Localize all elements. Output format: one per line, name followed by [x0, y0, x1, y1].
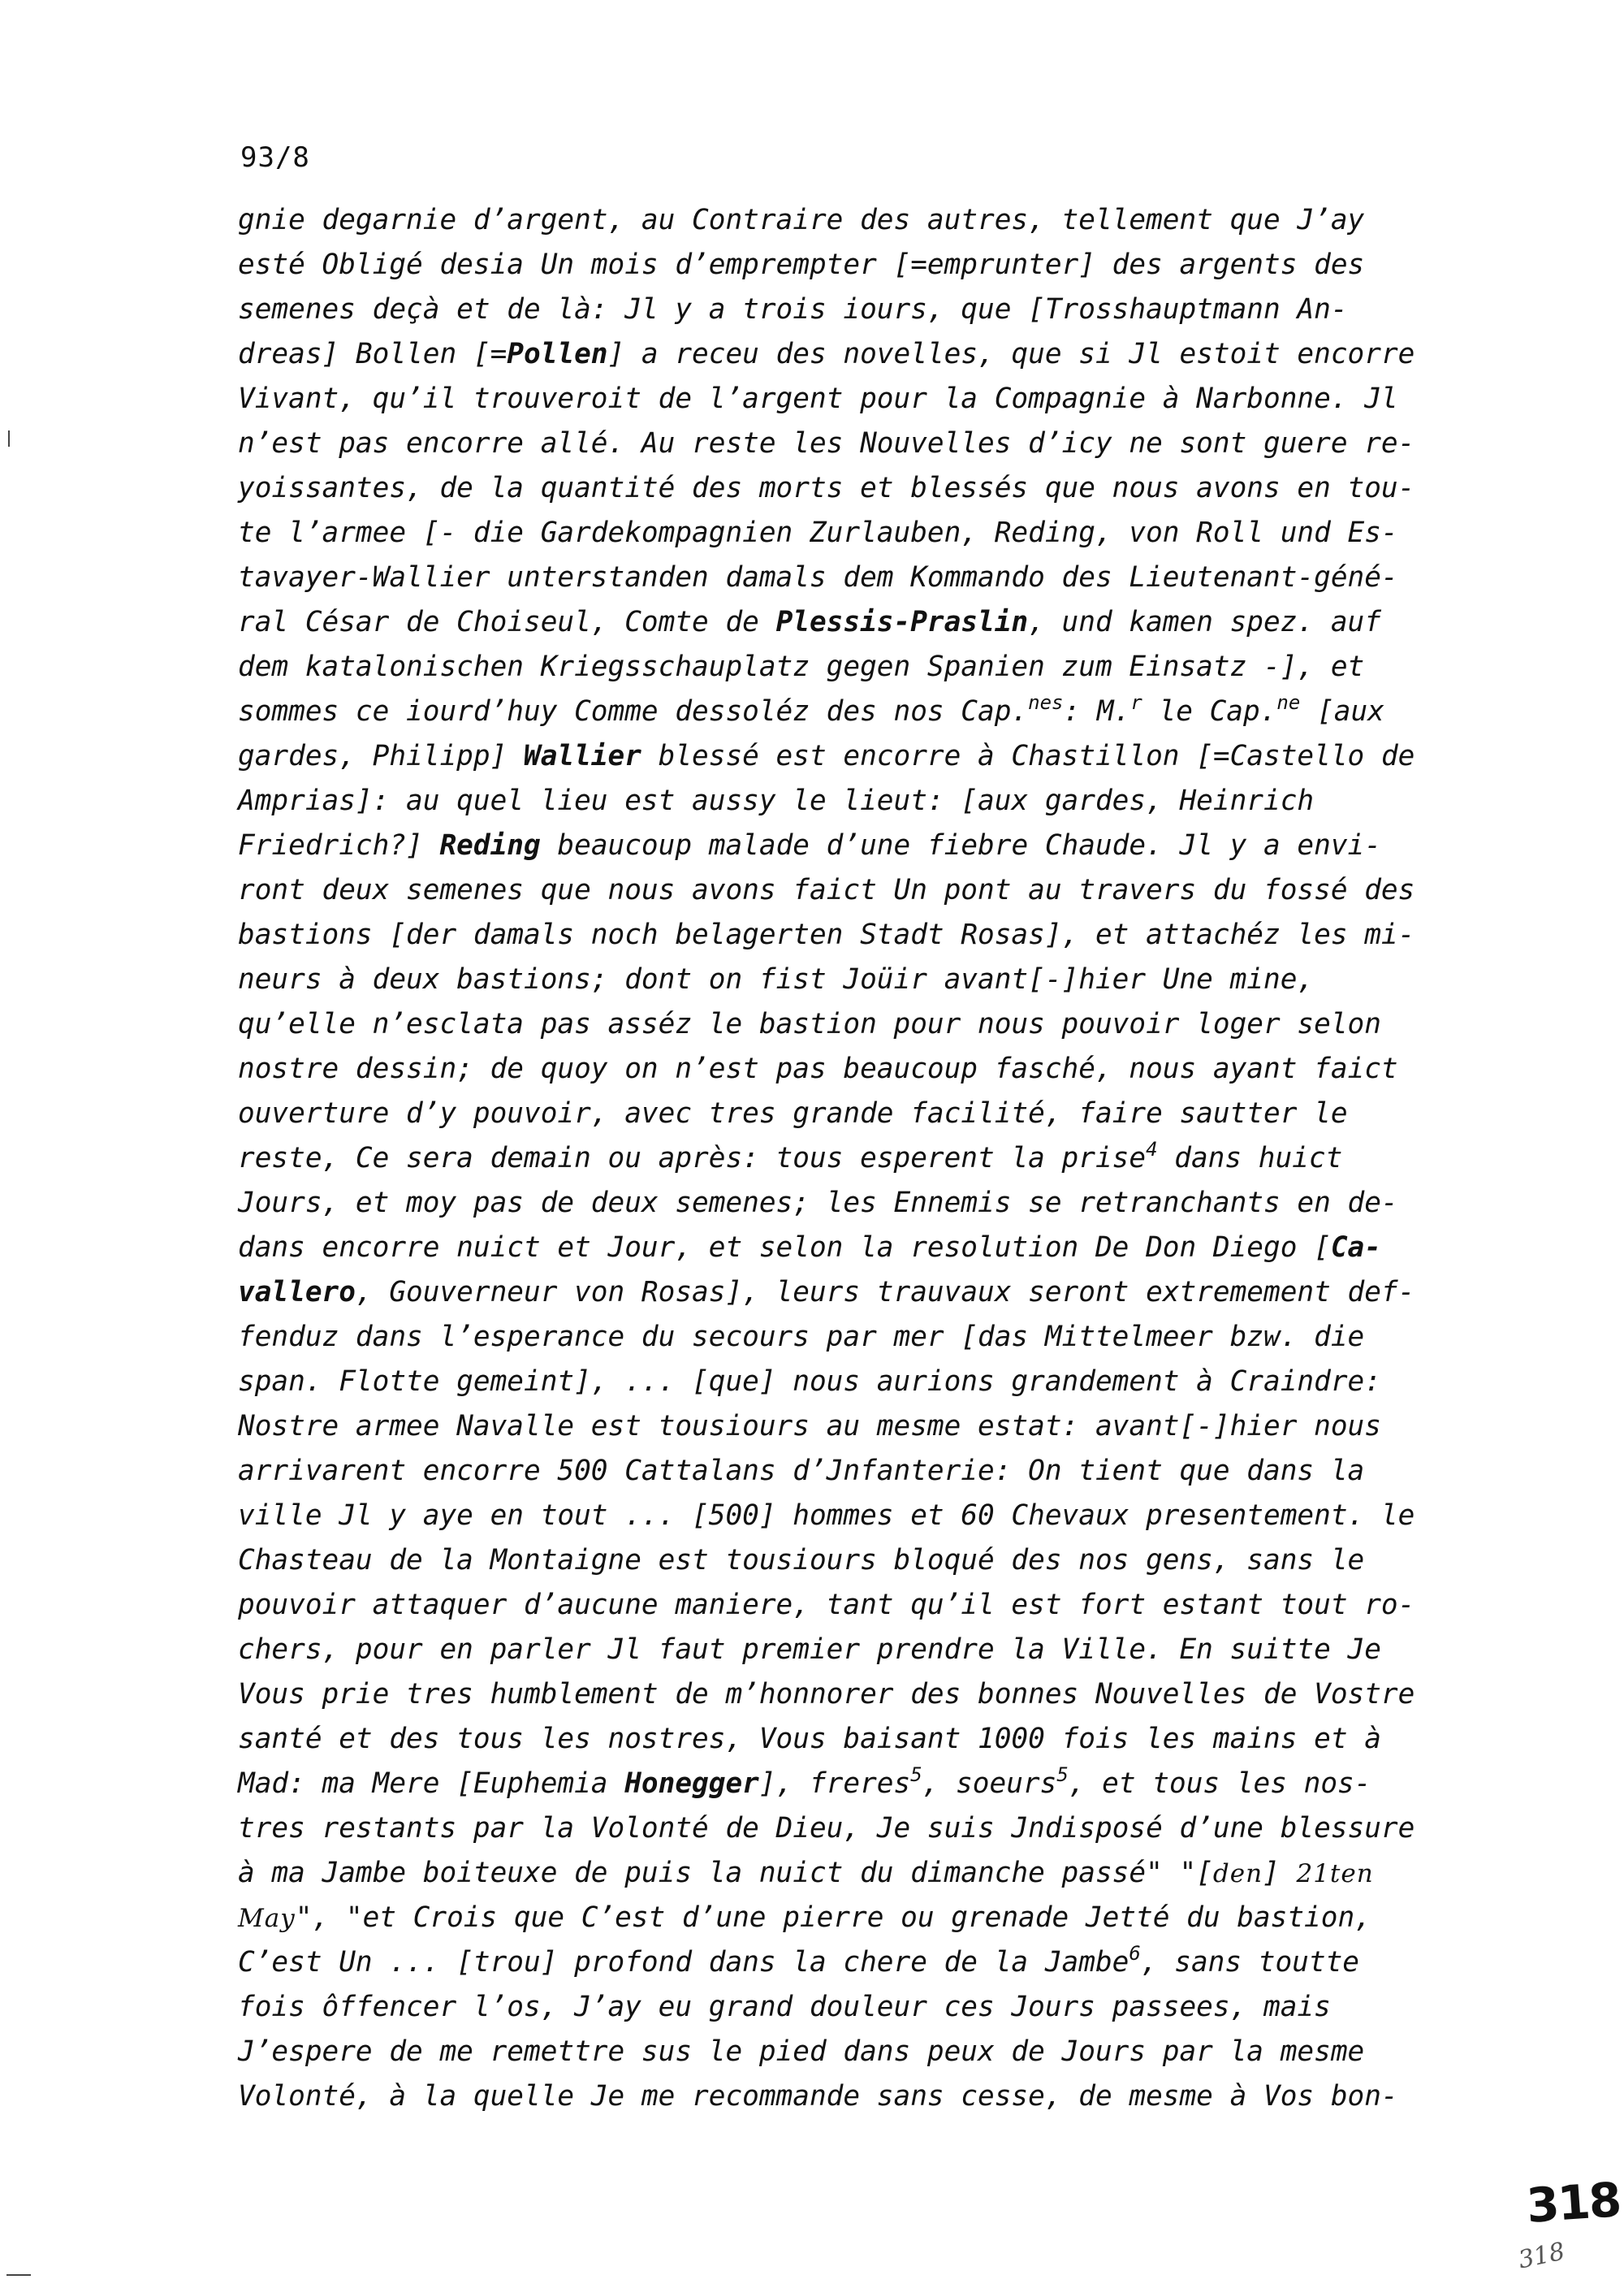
name-plessis-praslin: Plessis-Praslin [775, 606, 1029, 638]
text-line: vallero, Gouverneur von Rosas], leurs trauvaux seront extremement def- [238, 1276, 1415, 1308]
text-line: Mad: ma Mere [Euphemia Honegger], freres$^5$, soeurs$^5$, et tous les nos- [238, 1763, 1371, 1800]
page-number: 93/8 [240, 141, 310, 174]
scan-edge-mark [8, 430, 10, 447]
text-line: ral César de Choiseul, Comte de Plessis-Praslin, und kamen spez. auf [238, 606, 1381, 638]
text-line: J’espere de me remettre sus le pied dans peux de Jours par la mesme [238, 2035, 1365, 2068]
text-line: May", "et Crois que C’est d’une pierre ou grenade Jetté du bastion, [238, 1901, 1371, 1934]
text-line: pouvoir attaquer d’aucune maniere, tant qu’il est fort estant tout ro- [238, 1589, 1415, 1621]
text-line: yoissantes, de la quantité des morts et blessés que nous avons en tou- [238, 472, 1415, 504]
text-line: Nostre armee Navalle est tousiours au mesme estat: avant[-]hier nous [238, 1410, 1381, 1442]
letter-transcription [238, 198, 1586, 2119]
footnote-marker: 6 [1129, 1942, 1141, 1965]
text-line: ville Jl y aye en tout ... [500] hommes et 60 Chevaux presentement. le [238, 1499, 1415, 1532]
text-line: gardes, Philipp] Wallier blessé est encorre à Chastillon [=Castello de [238, 740, 1415, 772]
text-line: Vivant, qu’il trouveroit de l’argent pour la Compagnie à Narbonne. Jl [238, 383, 1398, 415]
text-line: dem katalonischen Kriegsschauplatz gegen Spanien zum Einsatz -], et [238, 651, 1365, 683]
name-cavallero-part1: Ca- [1330, 1231, 1381, 1264]
text-line: C’est Un ... [trou] profond dans la chere de la Jambe$^6$, sans toutte [238, 1942, 1359, 1979]
text-line: span. Flotte gemeint], ... [que] nous aurions grandement à Craindre: [238, 1365, 1381, 1398]
text-line: arrivarent encorre 500 Cattalans d’Jnfanterie: On tient que dans la [238, 1455, 1365, 1487]
text-line: qu’elle n’esclata pas asséz le bastion pour nous pouvoir loger selon [238, 1008, 1381, 1040]
text-line: Chasteau de la Montaigne est tousiours bloqué des nos gens, sans le [238, 1544, 1365, 1577]
scan-edge-mark [6, 2274, 31, 2276]
name-reding: Reding [439, 829, 541, 862]
handwritten-insert: May [238, 1904, 296, 1933]
text-line: nostre dessin; de quoy on n’est pas beaucoup fasché, nous ayant faict [238, 1053, 1398, 1085]
text-line: n’est pas encorre allé. Au reste les Nouvelles d’icy ne sont guere re- [238, 427, 1415, 460]
handwritten-insert: 21ten [1296, 1859, 1374, 1888]
superscript: nes [1028, 691, 1064, 714]
text-line: Vous prie tres humblement de m’honnorer des bonnes Nouvelles de Vostre [238, 1678, 1415, 1711]
text-line: à ma Jambe boiteuxe de puis la nuict du dimanche passé" "[den] 21ten [238, 1857, 1374, 1889]
footnote-marker: 5 [1056, 1763, 1069, 1786]
text-line: semenes deçà et de là: Jl y a trois iours, que [Trosshauptmann An- [238, 293, 1348, 326]
text-line: neurs à deux bastions; dont on fist Joüir avant[-]hier Une mine, [238, 963, 1315, 996]
footnote-marker: 4 [1146, 1138, 1158, 1161]
text-line: gnie degarnie d’argent, au Contraire des autres, tellement que J’ay [238, 204, 1365, 236]
text-line: dans encorre nuict et Jour, et selon la resolution De Don Diego [Ca- [238, 1231, 1381, 1264]
text-line: sommes ce iourd’huy Comme dessoléz des nos Cap.$^{nes}$: M.$^r$ le Cap.$^{ne}$ [aux [238, 691, 1384, 728]
text-line: esté Obligé desia Un mois d’emprempter [=emprunter] des argents des [238, 249, 1365, 281]
text-line: tres restants par la Volonté de Dieu, Je suis Jndisposé d’une blessure [238, 1812, 1415, 1845]
text-line: ouverture d’y pouvoir, avec tres grande facilité, faire sautter le [238, 1097, 1348, 1130]
footnote-marker: 5 [910, 1763, 922, 1786]
name-honegger: Honegger [624, 1767, 759, 1800]
archive-stamp-number: 318 [1524, 2172, 1622, 2234]
archive-pencil-number: 318 [1515, 2237, 1568, 2275]
name-pollen: Pollen [507, 338, 608, 370]
text-line: te l’armee [- die Gardekompagnien Zurlauben, Reding, von Roll und Es- [238, 517, 1398, 549]
text-line: fois ôffencer l’os, J’ay eu grand douleur ces Jours passees, mais [238, 1991, 1331, 2023]
text-line: fenduz dans l’esperance du secours par mer [das Mittelmeer bzw. die [238, 1321, 1365, 1353]
text-line: santé et des tous les nostres, Vous baisant 1000 fois les mains et à [238, 1723, 1381, 1755]
text-line: tavayer-Wallier unterstanden damals dem Kommando des Lieutenant-géné- [238, 561, 1398, 594]
name-wallier: Wallier [523, 740, 641, 772]
text-line: Jours, et moy pas de deux semenes; les Ennemis se retranchants en de- [238, 1187, 1398, 1219]
superscript: r [1130, 691, 1142, 714]
handwritten-insert: den [1212, 1859, 1263, 1888]
superscript: ne [1276, 691, 1301, 714]
text-line: ront deux semenes que nous avons faict Un pont au travers du fossé des [238, 874, 1415, 906]
text-line: Friedrich?] Reding beaucoup malade d’une fiebre Chaude. Jl y a envi- [238, 829, 1381, 862]
text-line: reste, Ce sera demain ou après: tous esperent la prise$^4$ dans huict [238, 1138, 1343, 1174]
name-cavallero-part2: vallero [238, 1276, 356, 1308]
text-line: dreas] Bollen [=Pollen] a receu des novelles, que si Jl estoit encorre [238, 338, 1415, 370]
text-line: Amprias]: au quel lieu est aussy le lieut: [aux gardes, Heinrich [238, 785, 1315, 817]
text-line: Volonté, à la quelle Je me recommande sans cesse, de mesme à Vos bon- [238, 2080, 1398, 2113]
text-line: chers, pour en parler Jl faut premier prendre la Ville. En suitte Je [238, 1633, 1381, 1666]
text-line: bastions [der damals noch belagerten Stadt Rosas], et attachéz les mi- [238, 919, 1415, 951]
